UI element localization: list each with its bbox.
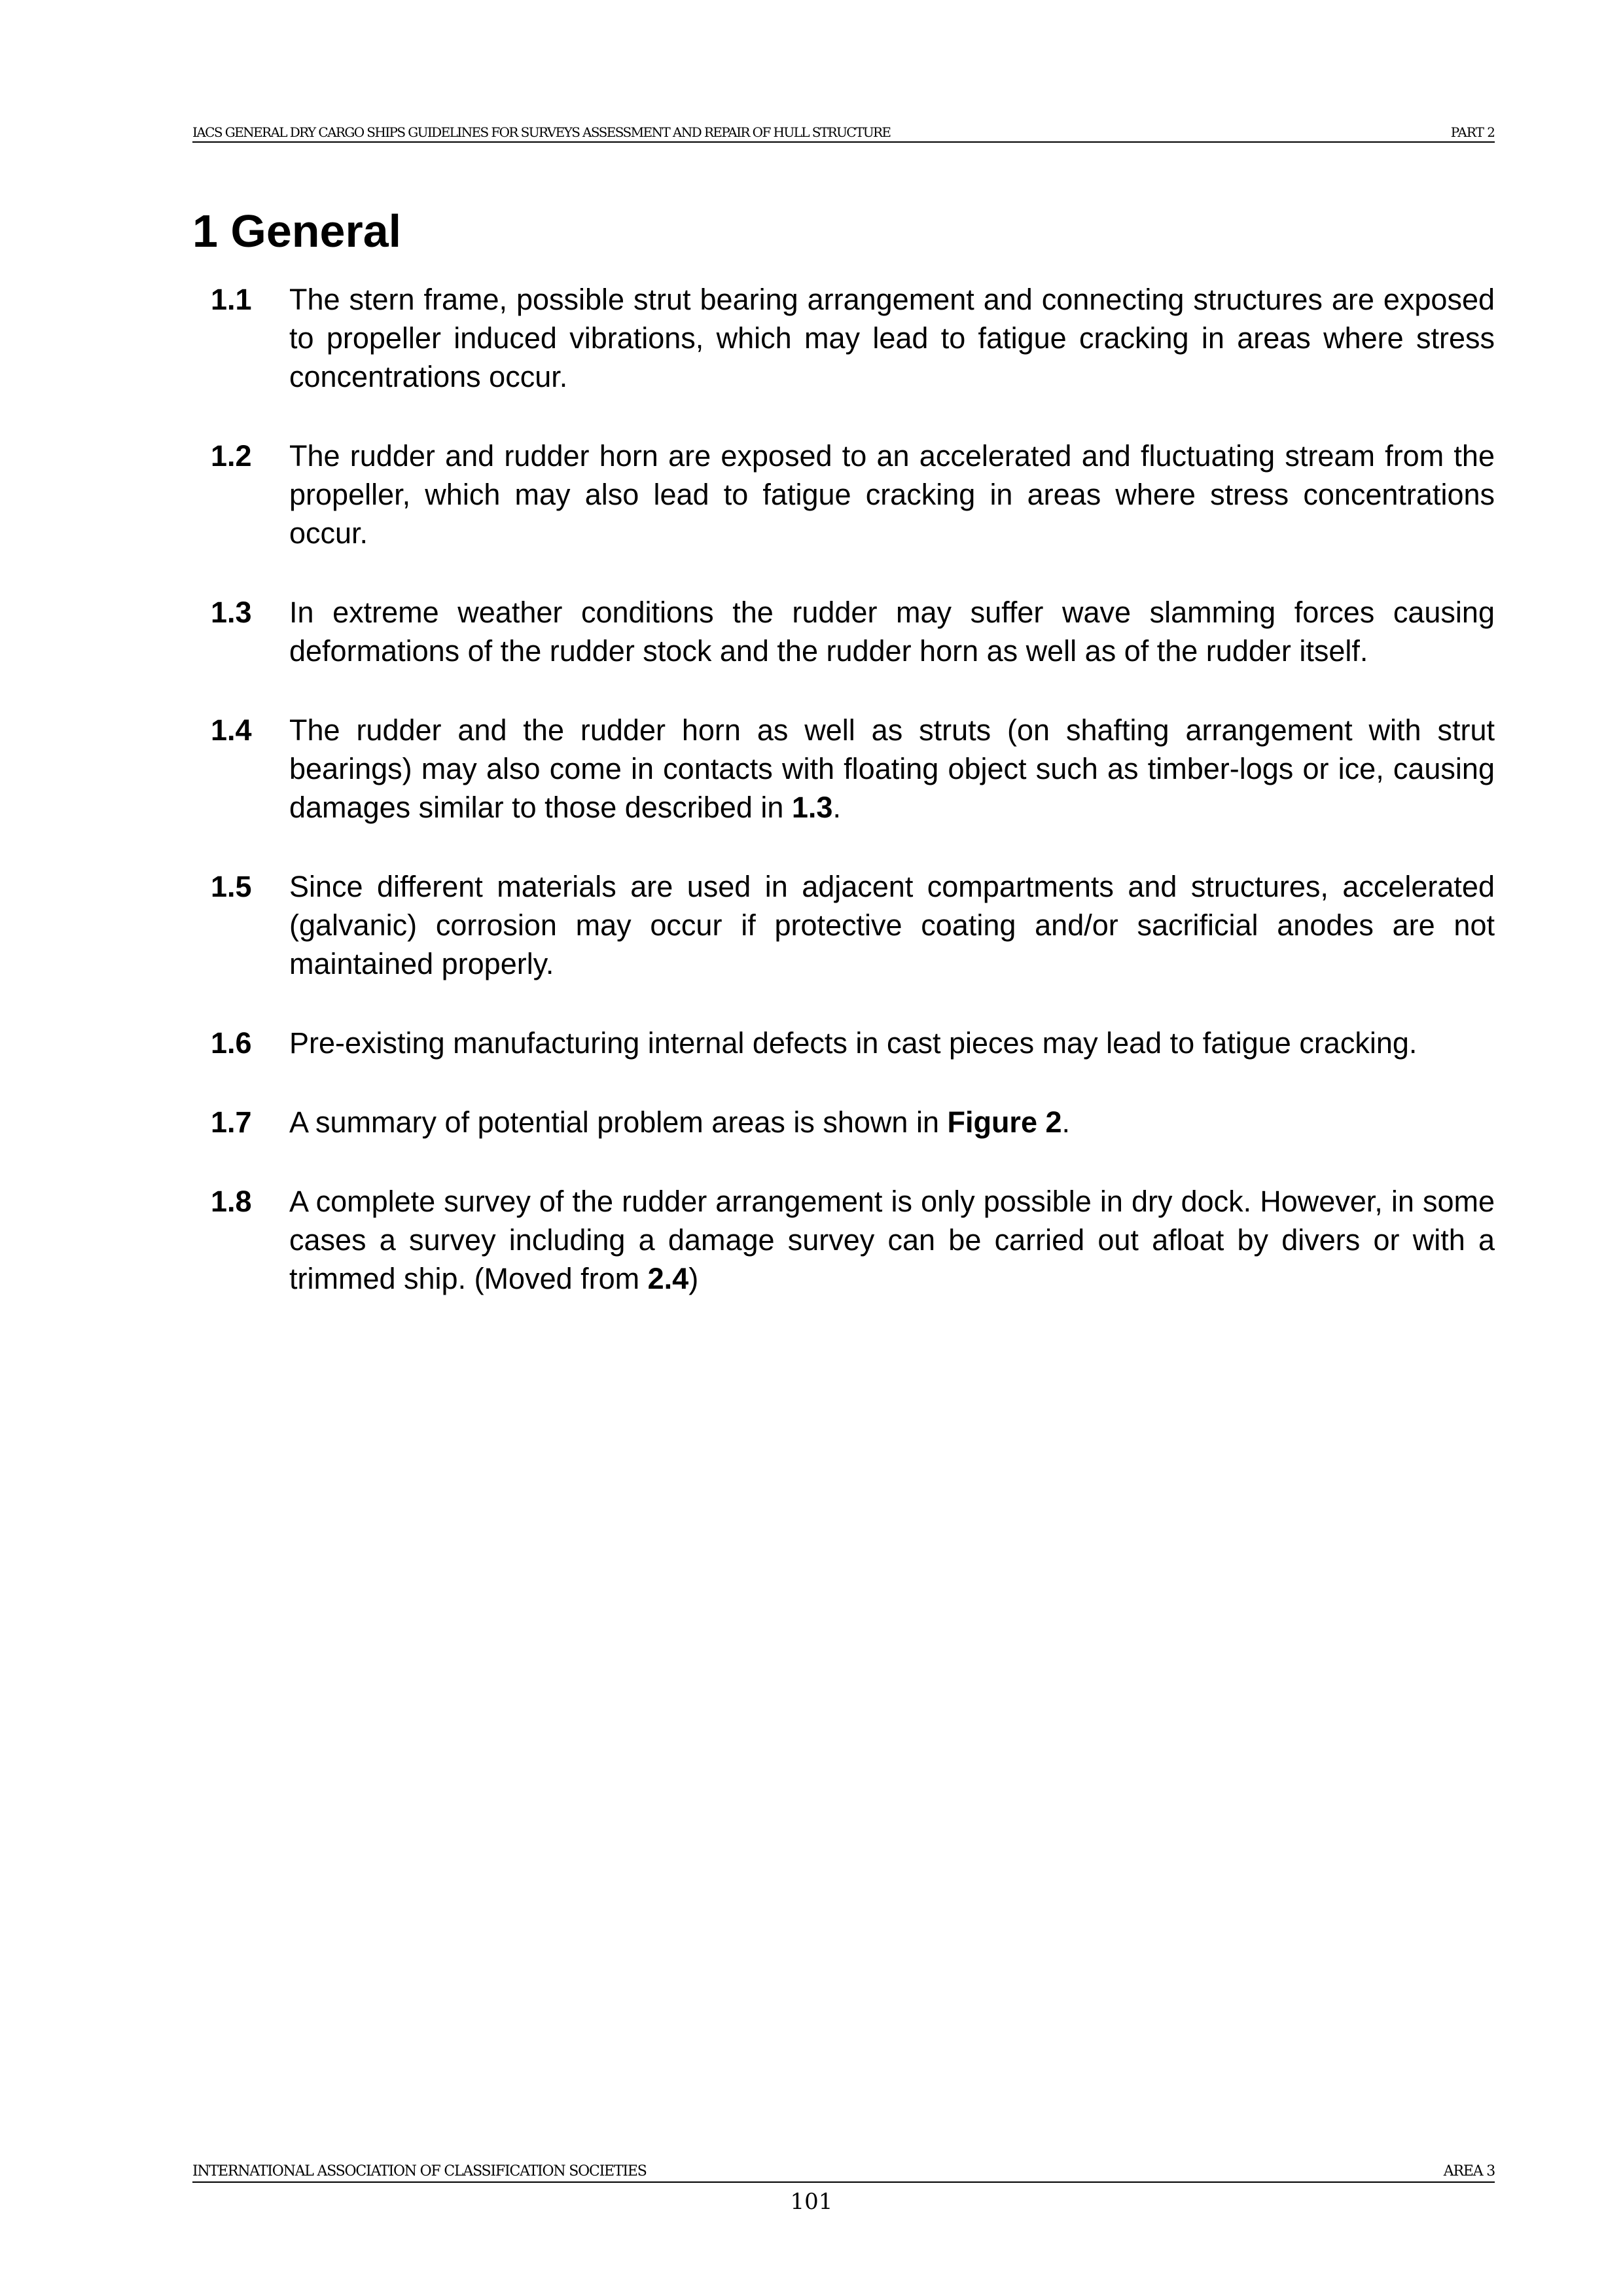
item-number: 1.5 [211, 870, 252, 903]
item-text-part: A complete survey of the rudder arrangement is only possible in dry dock. However, in some cases a survey including a damage survey can be carried out afloat by divers or with a trimmed ship. (Moved from [289, 1185, 1495, 1295]
list-item [211, 437, 1495, 552]
item-text: Pre-existing manufacturing internal defects in cast pieces may lead to fatigue cracking. [289, 1026, 1418, 1060]
page-footer [192, 2163, 1495, 2183]
item-text: In extreme weather conditions the rudder may suffer wave slamming forces causing deformations of the rudder stock and the rudder horn as well as of the rudder itself. [289, 596, 1495, 668]
item-number: 1.4 [211, 713, 252, 747]
item-text-part: . [1061, 1105, 1071, 1139]
item-text: The stern frame, possible strut bearing arrangement and connecting structures are exposed to propeller induced vibrations, which may lead to fatigue cracking in areas where stress concentrations occur. [289, 283, 1495, 393]
item-text [289, 711, 1495, 827]
list-item [211, 1182, 1495, 1298]
item-text [289, 1103, 1495, 1141]
header-document-title: IACS GENERAL DRY CARGO SHIPS GUIDELINES FOR SURVEYS ASSESSMENT AND REPAIR OF HULL STRUCTURE [192, 124, 891, 140]
item-number: 1.7 [211, 1105, 252, 1139]
footer-area-label: AREA 3 [1443, 2163, 1495, 2179]
item-text-part: . [832, 791, 841, 824]
list-item [211, 1024, 1495, 1062]
page-number: 101 [790, 2189, 833, 2215]
list-item [211, 280, 1495, 396]
page-header [192, 124, 1495, 143]
list-item [211, 711, 1495, 827]
cross-reference: 2.4 [647, 1262, 689, 1295]
header-part-label: PART 2 [1450, 124, 1495, 140]
figure-reference: Figure 2 [947, 1105, 1062, 1139]
cross-reference: 1.3 [791, 791, 833, 824]
section-items [211, 280, 1495, 1338]
item-number: 1.8 [211, 1185, 252, 1218]
footer-organization: INTERNATIONAL ASSOCIATION OF CLASSIFICATION SOCIETIES [192, 2163, 647, 2179]
item-text [289, 1182, 1495, 1298]
item-number: 1.3 [211, 596, 252, 629]
item-number: 1.2 [211, 439, 252, 473]
list-item [211, 1103, 1495, 1141]
item-number: 1.1 [211, 283, 252, 316]
item-text: The rudder and rudder horn are exposed to an accelerated and fluctuating stream from the propeller, which may also lead to fatigue cracking in areas where stress concentrations occur. [289, 439, 1495, 550]
section-title: 1 General [192, 206, 402, 257]
list-item [211, 593, 1495, 670]
item-text: Since different materials are used in adjacent compartments and structures, accelerated (galvanic) corrosion may occur if protective coating and/or sacrificial anodes are not maintained properly. [289, 870, 1495, 980]
item-text-part: ) [688, 1262, 699, 1295]
item-text-part: A summary of potential problem areas is shown in [289, 1105, 948, 1139]
item-number: 1.6 [211, 1026, 252, 1060]
item-text-part: The rudder and the rudder horn as well as struts (on shafting arrangement with strut bearings) may also come in contacts with floating object such as timber-logs or ice, causing damages similar to those described in [289, 713, 1495, 824]
list-item [211, 867, 1495, 983]
